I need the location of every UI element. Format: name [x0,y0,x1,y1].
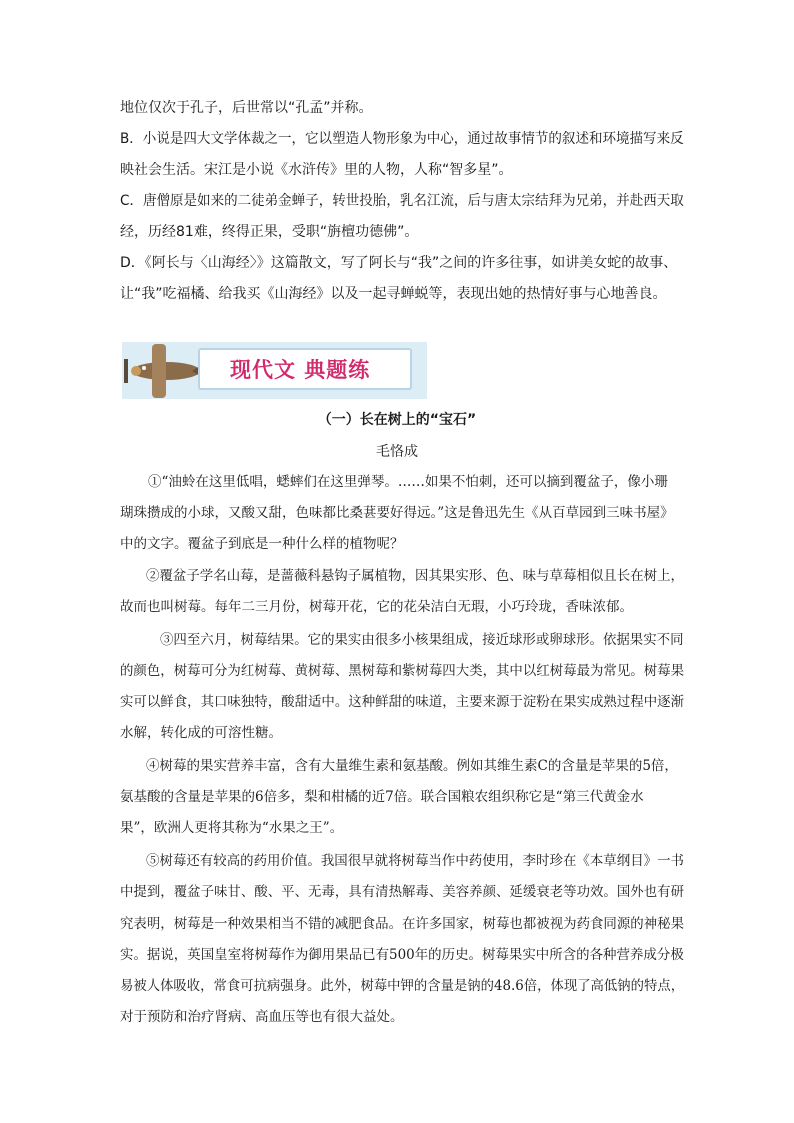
paragraph-line: 故而也叫树莓。每年二三月份，树莓开花，它的花朵洁白无瑕，小巧玲珑，香味浓郁。 [120,599,633,615]
paragraph-line: 氨基酸的含量是苹果的6倍多，梨和柑橘的近7倍。联合国粮农组织称它是“第三代黄金水 [120,789,644,805]
option-line: 经，历经81难，终得正果，受职“旃檀功德佛”。 [120,224,419,240]
paragraph-line: 水解，转化成的可溶性糖。 [120,725,282,741]
paragraph-line: 易被人体吸收，常食可抗病强身。此外，树莓中钾的含量是钠的48.6倍，体现了高低钠的特点， [120,978,685,994]
paragraph-line: 瑚珠攒成的小球，又酸又甜，色味都比桑葚要好得远。”这是鲁迅先生《从百草园到三味书屋》 [120,505,674,521]
paragraph-line: 中的文字。覆盆子到底是一种什么样的植物呢？ [120,536,404,552]
paragraph-line: ④树莓的果实营养丰富，含有大量维生素和氨基酸。例如其维生素C的含量是苹果的5倍， [146,758,678,774]
paragraph-line: 果”，欧洲人更将其称为“水果之王”。 [120,820,344,836]
option-line: D．《阿长与〈山海经〉》这篇散文，写了阿长与“我”之间的许多往事，如讲美女蛇的故事、 [120,255,678,271]
option-line: 地位仅次于孔子，后世常以“孔孟”并称。 [120,100,373,116]
paragraph-line: 中提到，覆盆子味甘、酸、平、无毒，具有清热解毒、美容养颜、延缓衰老等功效。国外也有研 [120,884,684,900]
paragraph-line: 究表明，树莓是一种效果相当不错的减肥食品。在许多国家，树莓也都被视为药食同源的神秘果 [120,916,684,932]
airplane-icon [122,340,208,402]
option-line: 映社会生活。宋江是小说《水浒传》里的人物，人称“智多星”。 [120,162,513,178]
option-line: B．小说是四大文学体裁之一，它以塑造人物形象为中心，通过故事情节的叙述和环境描写来反 [120,131,684,147]
paragraph-line: ③四至六月，树莓结果。它的果实由很多小核果组成，接近球形或卵球形。依据果实不同 [160,632,684,648]
paragraph-line: ①“油蛉在这里低唱，蟋蟀们在这里弹琴。……如果不怕刺，还可以摘到覆盆子，像小珊 [148,474,668,490]
paragraph-line: 实。据说，英国皇室将树莓作为御用果品已有500年的历史。树莓果实中所含的各种营养成分极 [120,947,684,963]
option-line: 让“我”吃福橘、给我买《山海经》以及一起寻蝉蜕等，表现出她的热情好事与心地善良。 [120,286,667,302]
paragraph-line: 实可以鲜食，其口味独特，酸甜适中。这种鲜甜的味道，主要来源于淀粉在果实成熟过程中逐渐 [120,694,684,710]
paragraph-line: ②覆盆子学名山莓，是蔷薇科悬钩子属植物，因其果实形、色、味与草莓相似且长在树上， [146,568,684,584]
banner-title: 现代文 典题练 [230,358,371,382]
option-line: C．唐僧原是如来的二徒弟金蝉子，转世投胎，乳名江流，后与唐太宗结拜为兄弟，并赴西天取 [120,193,684,209]
paragraph-line: 对于预防和治疗肾病、高血压等也有很大益处。 [120,1009,404,1025]
paragraph-line: 的颜色，树莓可分为红树莓、黄树莓、黑树莓和紫树莓四大类，其中以红树莓最为常见。树莓果 [120,663,684,679]
paragraph-line: ⑤树莓还有较高的药用价值。我国很早就将树莓当作中药使用，李时珍在《本草纲目》一书 [146,853,684,869]
article-title: （一）长在树上的“宝石” [317,412,477,428]
article-author: 毛恪成 [376,444,418,460]
